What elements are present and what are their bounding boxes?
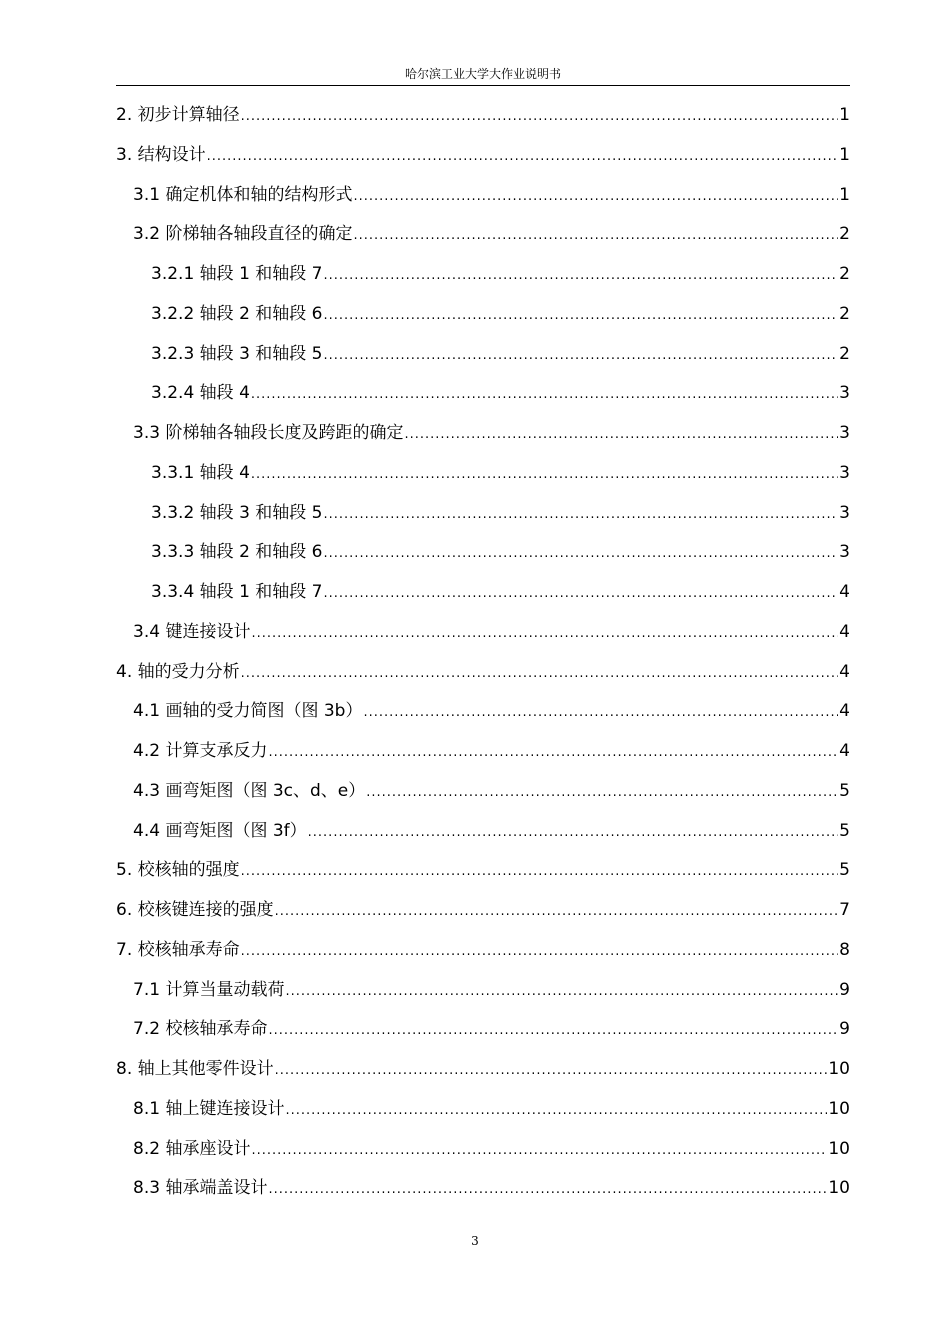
toc-dot-leader: [308, 813, 839, 853]
toc-dot-leader: [251, 1131, 827, 1171]
toc-entry-page: 10: [828, 1059, 850, 1079]
toc-dot-leader: [241, 97, 839, 137]
toc-entry-page: 2: [839, 343, 850, 364]
toc-entry-page: 10: [828, 1138, 850, 1159]
page-header: 哈尔滨工业大学大作业说明书: [404, 67, 561, 81]
toc-entry[interactable]: [116, 334, 850, 374]
toc-entry[interactable]: [116, 1049, 850, 1089]
toc-entry-title: 4.2 计算支承反力: [133, 741, 268, 761]
toc-entry[interactable]: [116, 850, 850, 890]
toc-entry[interactable]: [116, 731, 850, 771]
toc-entry[interactable]: [116, 254, 850, 294]
toc-dot-leader: [324, 256, 839, 296]
toc-entry[interactable]: [116, 691, 850, 731]
toc-dot-leader: [324, 534, 839, 574]
toc-entry-page: 10: [828, 1098, 850, 1119]
toc-dot-leader: [241, 654, 839, 694]
toc-entry-page: 2: [839, 264, 850, 284]
toc-entry-title: 3.3.4 轴段 1 和轴段 7: [151, 582, 323, 602]
toc-dot-leader: [207, 137, 839, 177]
toc-entry[interactable]: [116, 1009, 850, 1049]
toc-entry-title: 3.1 确定机体和轴的结构形式: [133, 184, 353, 205]
toc-entry-page: 3: [839, 542, 850, 563]
toc-entry-title: 5. 校核轴的强度: [116, 860, 240, 881]
toc-entry[interactable]: [116, 612, 850, 652]
toc-dot-leader: [241, 852, 839, 892]
toc-entry-title: 3.3.2 轴段 3 和轴段 5: [151, 502, 323, 523]
toc-entry-title: 4.3 画弯矩图（图 3c、d、e）: [133, 780, 366, 801]
toc-dot-leader: [251, 375, 838, 415]
toc-entry-page: 2: [839, 224, 850, 245]
toc-dot-leader: [324, 495, 839, 535]
toc-entry-title: 3.2.1 轴段 1 和轴段 7: [151, 264, 323, 284]
toc-entry-title: 3.3.3 轴段 2 和轴段 6: [151, 542, 323, 563]
toc-entry-page: 4: [839, 741, 850, 761]
toc-entry-title: 3.3.1 轴段 4: [151, 462, 250, 483]
toc-entry-title: 6. 校核键连接的强度: [116, 900, 274, 920]
toc-dot-leader: [241, 932, 839, 972]
toc-entry[interactable]: [116, 214, 850, 254]
toc-entry-page: 4: [839, 701, 850, 722]
toc-dot-leader: [324, 574, 839, 614]
toc-entry-title: 4.4 画弯矩图（图 3f）: [133, 820, 307, 841]
toc-entry-page: 5: [839, 820, 850, 841]
toc-entry-page: 3: [839, 383, 850, 404]
toc-entry[interactable]: [116, 1129, 850, 1169]
toc-entry[interactable]: [116, 95, 850, 135]
toc-entry-title: 8.3 轴承端盖设计: [133, 1178, 268, 1199]
toc-entry[interactable]: [116, 175, 850, 215]
toc-entry[interactable]: [116, 373, 850, 413]
toc-dot-leader: [363, 693, 838, 733]
toc-entry[interactable]: [116, 930, 850, 970]
toc-entry-page: 7: [839, 900, 850, 920]
toc-entry-title: 3.2.2 轴段 2 和轴段 6: [151, 303, 323, 324]
toc-entry-title: 3.2.4 轴段 4: [151, 383, 250, 404]
toc-dot-leader: [251, 455, 838, 495]
toc-entry-title: 8. 轴上其他零件设计: [116, 1059, 274, 1079]
toc-entry-page: 8: [839, 939, 850, 960]
toc-entry-title: 3.3 阶梯轴各轴段长度及跨距的确定: [133, 423, 404, 443]
toc-entry-page: 2: [839, 303, 850, 324]
toc-dot-leader: [268, 733, 838, 773]
toc-entry-page: 3: [839, 462, 850, 483]
toc-entry-title: 7. 校核轴承寿命: [116, 939, 240, 960]
toc-entry[interactable]: [116, 294, 850, 334]
toc-dot-leader: [275, 1051, 828, 1091]
toc-entry[interactable]: [116, 1168, 850, 1208]
toc-dot-leader: [268, 1170, 827, 1210]
toc-dot-leader: [285, 1091, 827, 1131]
toc-entry[interactable]: [116, 135, 850, 175]
page-number: 3: [471, 1234, 479, 1248]
toc-entry-title: 4.1 画轴的受力简图（图 3b）: [133, 701, 363, 722]
toc-entry-page: 1: [839, 184, 850, 205]
toc-entry[interactable]: [116, 493, 850, 533]
toc-entry-page: 1: [839, 144, 850, 165]
toc-dot-leader: [324, 296, 839, 336]
toc-dot-leader: [404, 415, 838, 455]
toc-entry-title: 8.2 轴承座设计: [133, 1138, 251, 1159]
toc-dot-leader: [268, 1011, 838, 1051]
toc-dot-leader: [285, 972, 838, 1012]
toc-entry-title: 3.2.3 轴段 3 和轴段 5: [151, 343, 323, 364]
toc-entry[interactable]: [116, 413, 850, 453]
toc-dot-leader: [251, 614, 838, 654]
toc-entry-page: 9: [839, 979, 850, 1000]
toc-entry[interactable]: [116, 1089, 850, 1129]
toc-entry[interactable]: [116, 811, 850, 851]
toc-entry-page: 4: [839, 621, 850, 642]
toc-entry-page: 4: [839, 661, 850, 682]
toc-entry-title: 2. 初步计算轴径: [116, 105, 240, 125]
toc-entry-title: 7.1 计算当量动载荷: [133, 979, 285, 1000]
table-of-contents: [116, 95, 850, 1208]
toc-entry-page: 10: [828, 1178, 850, 1199]
toc-entry-page: 3: [839, 502, 850, 523]
toc-dot-leader: [275, 892, 839, 932]
toc-entry-page: 9: [839, 1019, 850, 1040]
toc-entry-page: 5: [839, 860, 850, 881]
toc-entry-title: 8.1 轴上键连接设计: [133, 1098, 285, 1119]
toc-entry[interactable]: [116, 532, 850, 572]
toc-entry[interactable]: [116, 771, 850, 811]
toc-dot-leader: [366, 773, 838, 813]
toc-dot-leader: [353, 216, 838, 256]
toc-entry-page: 3: [839, 423, 850, 443]
toc-entry-title: 3.4 键连接设计: [133, 621, 251, 642]
toc-entry-title: 3.2 阶梯轴各轴段直径的确定: [133, 224, 353, 245]
toc-entry-page: 4: [839, 582, 850, 602]
toc-entry[interactable]: [116, 970, 850, 1010]
toc-dot-leader: [353, 177, 838, 217]
toc-entry[interactable]: [116, 453, 850, 493]
toc-dot-leader: [324, 336, 839, 376]
toc-entry-title: 4. 轴的受力分析: [116, 661, 240, 682]
toc-entry-page: 1: [839, 105, 850, 125]
toc-entry[interactable]: [116, 652, 850, 692]
header-rule: [116, 85, 850, 86]
toc-entry-page: 5: [839, 780, 850, 801]
toc-entry[interactable]: [116, 890, 850, 930]
toc-entry[interactable]: [116, 572, 850, 612]
toc-entry-title: 7.2 校核轴承寿命: [133, 1019, 268, 1040]
toc-entry-title: 3. 结构设计: [116, 144, 206, 165]
